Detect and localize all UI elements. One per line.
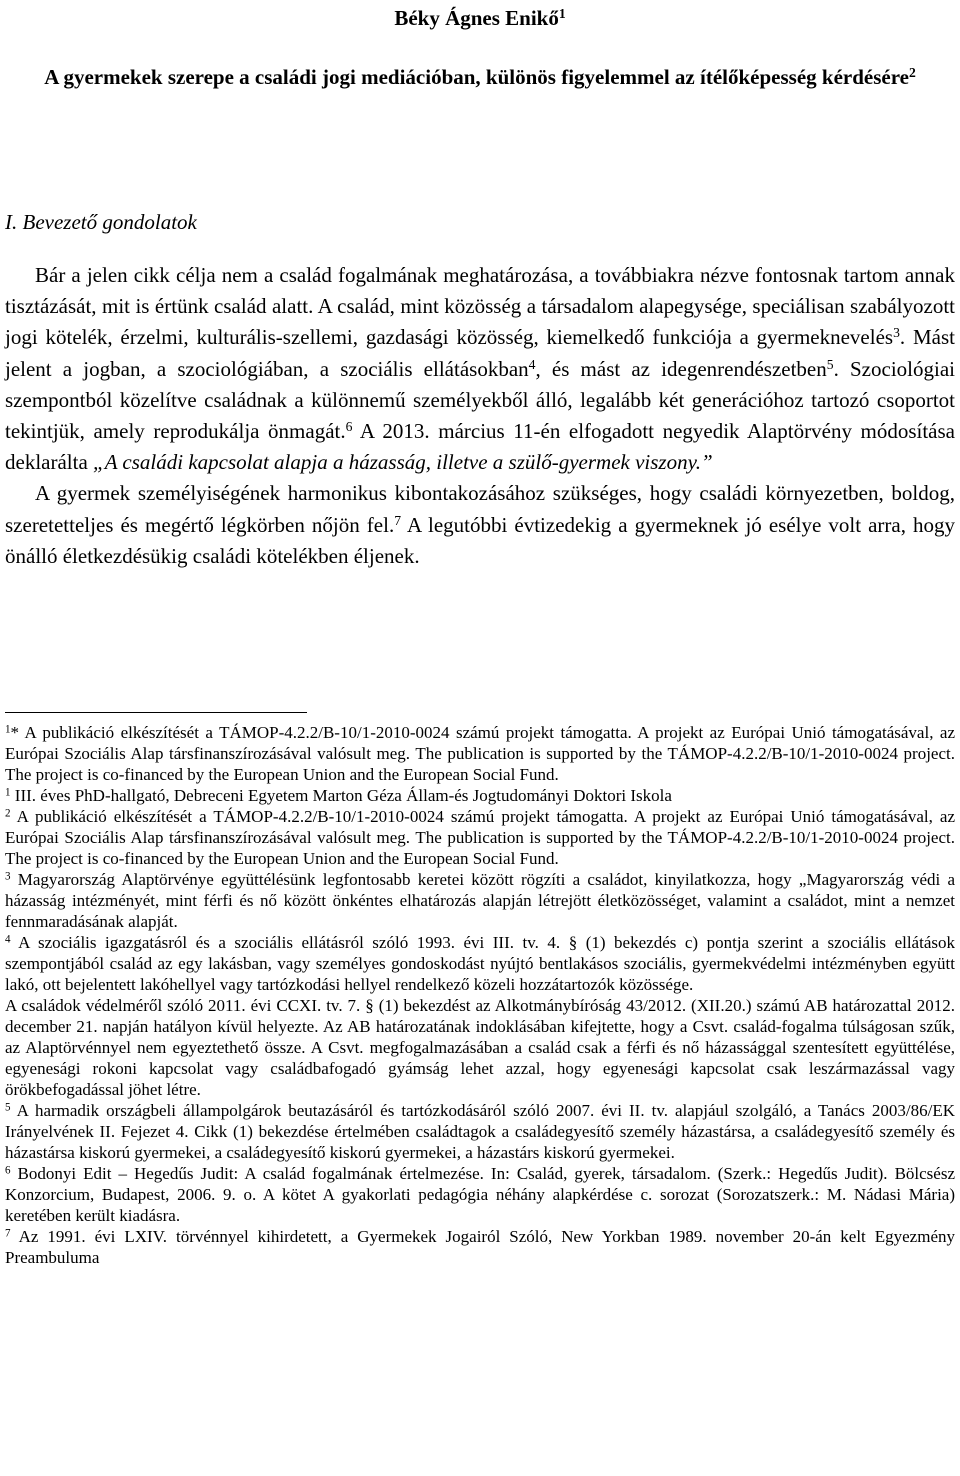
footnote-star: [5, 722, 955, 785]
footnote-text: III. éves PhD-hallgató, Debreceni Egyetem Marton Géza Állam-és Jogtudományi Doktori Iskola: [10, 786, 672, 805]
footnote-text: A szociális igazgatásról és a szociális ellátásról szóló 1993. évi III. tv. 4. § (1) bekezdés c) pontja szerint a szociális ellátások szempontjából család az egy lakásban, vagy személyes gondoskodást nyújtó bentlakásos szociális, gyermekvédelmi intézményben együtt lakó, ott bejelentett lakóhellyel vagy tartózkodási hellyel rendelkező közeli hozzátartozók közössége.: [5, 933, 955, 994]
paragraph-1: [5, 260, 955, 478]
paragraph-2: [5, 478, 955, 572]
section-heading: I. Bevezető gondolatok: [5, 210, 197, 234]
footnote-4: [5, 932, 955, 995]
footnote-number: 7: [5, 1227, 11, 1240]
footnote-6: [5, 1163, 955, 1226]
footnote-3: [5, 869, 955, 932]
footnote-number: 2: [5, 807, 11, 820]
text-run: A gyermek személyiségének harmonikus kibontakozásához szükséges, hogy családi környezetben, boldog, szeretetteljes és megértő légkörben nőjön fel.: [5, 481, 955, 537]
text-run: A 2013. március 11-én elfogadott negyedik Alaptörvény módosítása deklarálta: [5, 419, 955, 475]
footnote-2: [5, 806, 955, 869]
footnote-ref: 5: [826, 356, 834, 372]
author-name: [5, 4, 955, 32]
footnote-number: 1: [5, 786, 11, 799]
footnote-ref: 3: [893, 325, 900, 341]
footnote-7: [5, 1226, 955, 1268]
quoted-definition: „A családi kapcsolat alapja a házasság, illetve a szülő-gyermek viszony.”: [93, 450, 713, 475]
title-text: A gyermekek szerepe a családi jogi mediációban, különös figyelemmel az ítélőképesség kérdésére: [44, 65, 909, 89]
text-run: Bár a jelen cikk célja nem a család fogalmának meghatározása, a továbbiakra nézve fontosnak tartom annak tisztázását, mit is értünk család alatt. A család, mint közösség a társadalom alapegysége, speciálisan szabályozott jogi kötelék, érzelmi, kulturális-szellemi, gazdasági közösség, kiemelkedő funkciója a gyermeknevelés: [5, 263, 955, 350]
footnote-ref: 6: [345, 419, 353, 435]
footnote-text: A publikáció elkészítését a TÁMOP-4.2.2/B-10/1-2010-0024 számú projekt támogatta. A projekt az Európai Unió támogatásával, az Európai Szociális Alap társfinanszírozásával valósult meg. The publication is supported by the TÁMOP-4.2.2/B-10/1-2010-0024 project. The project is co-financed by the European Union and the European Social Fund.: [5, 807, 955, 868]
author-text: Béky Ágnes Enikő: [394, 6, 559, 30]
footnote-text: A harmadik országbeli állampolgárok beutazásáról és tartózkodásáról szóló 2007. évi II. tv. alapjául szolgáló, a Tanács 2003/86/EK Irányelvének II. Fejezet 4. Cikk (1) bekezdése értelmében családtagok a családegyesítő személy házastársa, a családegyesítő személy és házastársa kiskorú gyermekei, a családegyesítő kiskorú gyermekei, a házastárs kiskorú gyermekei.: [5, 1101, 955, 1162]
footnote-ref: 7: [394, 512, 402, 528]
footnote-number: 4: [5, 933, 11, 946]
body-text: [5, 260, 955, 572]
footnotes: [5, 722, 955, 1268]
author-footnote-ref: 1: [558, 6, 566, 22]
footnote-5: [5, 1100, 955, 1163]
paper-title: [5, 62, 955, 92]
text-run: . Mást jelent a jogban, a szociológiában, a szociális ellátásokban: [5, 325, 955, 381]
title-footnote-ref: 2: [908, 65, 916, 81]
footnote-1: [5, 785, 955, 806]
footnote-text: Az 1991. évi LXIV. törvénnyel kihirdetett, a Gyermekek Jogairól Szóló, New Yorkban 1989. november 20-án kelt Egyezmény Preambuluma: [5, 1227, 955, 1267]
footnote-text: Bodonyi Edit – Hegedűs Judit: A család fogalmának értelmezése. In: Család, gyerek, társadalom. (Szerk.: Hegedűs Judit). Bölcsész Konzorcium, Budapest, 2006. 9. o. A kötet A gyakorlati pedagógia néhány alapkérdése c. sorozat (Sorozatszerk.: M. Nádasi Mária) keretében került kiadásra.: [5, 1164, 955, 1225]
footnote-text: * A publikáció elkészítését a TÁMOP-4.2.2/B-10/1-2010-0024 számú projekt támogatta. A projekt az Európai Unió támogatásával, az Európai Szociális Alap társfinanszírozásával valósult meg. The publication is supported by the TÁMOP-4.2.2/B-10/1-2010-0024 project. The project is co-financed by the European Union and the European Social Fund.: [5, 723, 955, 784]
text-run: , és mást az idegenrendészetben: [535, 356, 827, 381]
footnote-4-continued: A családok védelméről szóló 2011. évi CCXI. tv. 7. § (1) bekezdést az Alkotmánybíróság 43/2012. (XII.20.) számú AB határozattal 2012. december 21. napján hatályon kívül helyezte. Az AB határozatának indoklásában kifejtette, hogy a Csvt. család-fogalma túlságosan szűk, az Alaptörvénnyel nem egyeztethető össze. A Csvt. megfogalmazásában a család csak a férfi és nő házassággal szentesített együttélése, egyenesági rokoni kapcsolat vagy családbafogadó gyámság lehet azzal, hogy egyenesági kapcsolat csak leszármazással vagy örökbefogadással jöhet létre.: [5, 996, 955, 1099]
footnote-number: 5: [5, 1101, 11, 1114]
text-run: . Szociológiai szempontból közelítve családnak a különnemű személyekből álló, legalább két generációhoz tartozó csoportot tekintjük, amely reprodukálja önmagát.: [5, 356, 955, 444]
footnote-number: 3: [5, 870, 11, 883]
footnote-separator: [5, 712, 307, 713]
footnote-text: Magyarország Alaptörvénye együttélésünk legfontosabb keretei között rögzíti a családot, kinyilatkozza, hogy „Magyarország védi a házasság intézményét, mint férfi és nő között önkéntes elhatározás alapján létrejött életközösséget, valamint a családot, mint a nemzet fennmaradásának alapját.: [5, 870, 955, 931]
footnote-number: 1: [5, 723, 11, 736]
text-run: A legutóbbi évtizedekig a gyermeknek jó esélye volt arra, hogy önálló életkezdésükig családi kötelékben éljenek.: [5, 512, 956, 568]
footnote-ref: 4: [528, 356, 536, 372]
footnote-number: 6: [5, 1164, 11, 1177]
